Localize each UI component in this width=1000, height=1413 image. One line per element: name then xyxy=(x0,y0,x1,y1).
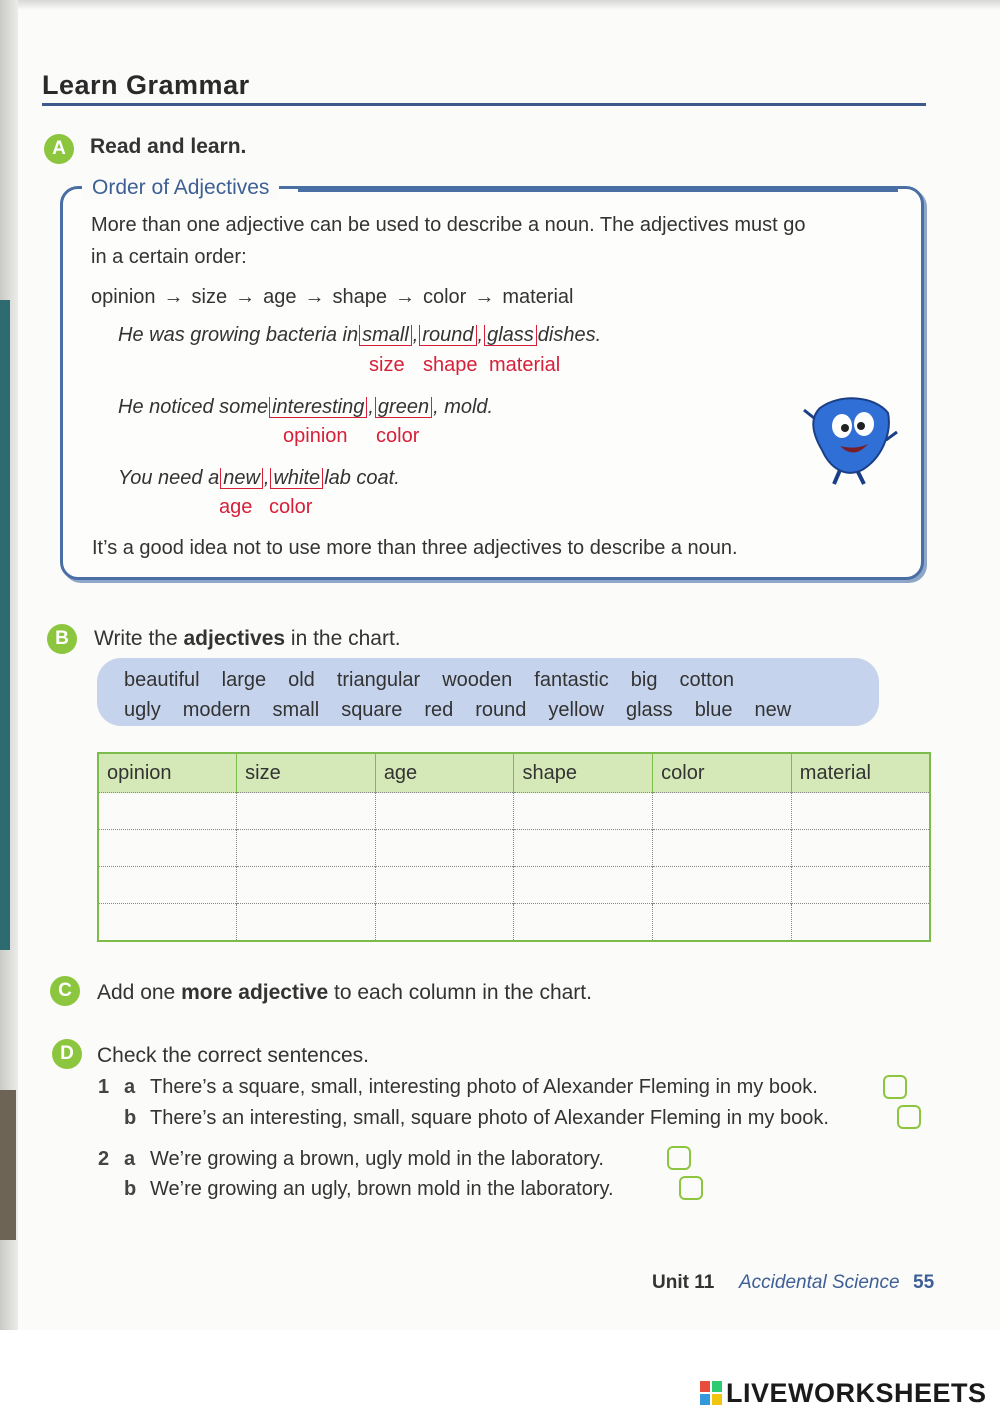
section-c-title xyxy=(97,981,592,1005)
chart-row xyxy=(98,830,930,867)
box-tip: It’s a good idea not to use more than three adjectives to describe a noun. xyxy=(92,537,738,559)
section-c-badge: C xyxy=(50,976,80,1006)
section-c-title-start: Add one xyxy=(97,981,182,1004)
chart-cell[interactable] xyxy=(237,867,376,904)
section-d-title: Check the correct sentences. xyxy=(97,1044,369,1067)
section-b-title-end: in the chart. xyxy=(285,627,401,650)
example-1-label-shape: shape xyxy=(423,354,478,376)
chart-header-color: color xyxy=(653,753,792,793)
chart-cell[interactable] xyxy=(514,793,653,830)
section-c-title-bold: more adjective xyxy=(181,981,329,1004)
word-chip: old xyxy=(288,669,315,691)
chart-cell[interactable] xyxy=(514,830,653,867)
section-b-title-bold: adjectives xyxy=(183,627,286,650)
chart-cell[interactable] xyxy=(375,867,514,904)
order-size: size xyxy=(191,286,228,308)
question-2a-checkbox[interactable] xyxy=(667,1146,691,1170)
arrow-icon: → xyxy=(474,286,495,308)
binding-strip xyxy=(0,300,10,950)
chart-row xyxy=(98,904,930,942)
question-2b-text: We’re growing an ugly, brown mold in the laboratory. xyxy=(150,1178,614,1200)
example-2-label-color: color xyxy=(376,425,420,447)
chart-header-material: material xyxy=(791,753,930,793)
example-2-word-interesting: interesting xyxy=(269,397,367,418)
chart-cell[interactable] xyxy=(653,904,792,942)
binding-photo xyxy=(0,1090,16,1240)
word-chip: ugly xyxy=(124,699,161,721)
footer-topic: Accidental Science xyxy=(739,1272,900,1293)
question-2a-text: We’re growing a brown, ugly mold in the laboratory. xyxy=(150,1148,604,1170)
box-intro-line1: More than one adjective can be used to describe a noun. The adjectives must go xyxy=(91,214,806,236)
word-chip: glass xyxy=(625,699,673,721)
chart-cell[interactable] xyxy=(98,830,237,867)
footer-page-number: 55 xyxy=(913,1272,935,1293)
chart-cell[interactable] xyxy=(791,830,930,867)
example-2-word-green: green xyxy=(375,397,432,418)
example-1-word-glass: glass xyxy=(484,325,537,346)
box-intro-line2: in a certain order: xyxy=(91,246,247,268)
example-3-word-new: new xyxy=(220,468,263,489)
section-a-badge: A xyxy=(44,134,74,164)
question-2-number: 2 xyxy=(98,1148,110,1170)
word-bank-row-1 xyxy=(124,669,756,692)
footer-unit: Unit 11 xyxy=(652,1272,715,1293)
question-2a-letter: a xyxy=(124,1148,136,1170)
chart-cell[interactable] xyxy=(791,867,930,904)
word-chip: big xyxy=(630,669,658,691)
chart-cell[interactable] xyxy=(791,793,930,830)
section-a-title: Read and learn. xyxy=(90,135,247,158)
chart-cell[interactable] xyxy=(514,904,653,942)
word-bank-row-2 xyxy=(124,699,813,722)
page-title: Learn Grammar xyxy=(42,70,250,100)
word-chip: large xyxy=(221,669,267,691)
word-chip: triangular xyxy=(336,669,421,691)
word-chip: blue xyxy=(694,699,733,721)
chart-header-row xyxy=(98,753,930,793)
example-3-before: You need a xyxy=(118,467,220,489)
word-chip: wooden xyxy=(442,669,513,691)
word-chip: beautiful xyxy=(124,669,200,691)
box-title: Order of Adjectives xyxy=(82,176,279,200)
question-2b-letter: b xyxy=(124,1178,137,1200)
adjective-order xyxy=(91,281,573,313)
chart-cell[interactable] xyxy=(653,830,792,867)
chart-cell[interactable] xyxy=(237,904,376,942)
question-1b-text: There’s an interesting, small, square photo of Alexander Fleming in my book. xyxy=(150,1107,829,1129)
order-age: age xyxy=(263,286,297,308)
chart-cell[interactable] xyxy=(653,867,792,904)
example-1-after: dishes. xyxy=(537,324,602,346)
chart-row xyxy=(98,793,930,830)
chart-header-shape: shape xyxy=(514,753,653,793)
chart-cell[interactable] xyxy=(237,830,376,867)
chart-cell[interactable] xyxy=(98,793,237,830)
chart-cell[interactable] xyxy=(375,904,514,942)
chart-cell[interactable] xyxy=(375,793,514,830)
order-opinion: opinion xyxy=(91,286,156,308)
adjective-chart xyxy=(97,752,931,942)
order-shape: shape xyxy=(332,286,387,308)
arrow-icon: → xyxy=(304,286,325,308)
chart-cell[interactable] xyxy=(375,830,514,867)
word-chip: small xyxy=(272,699,320,721)
example-3-after: lab coat. xyxy=(324,467,400,489)
liveworksheets-logo-icon xyxy=(700,1381,722,1405)
example-1-label-size: size xyxy=(369,354,405,376)
word-chip: square xyxy=(341,699,403,721)
question-1-number: 1 xyxy=(98,1076,110,1098)
word-chip: modern xyxy=(182,699,251,721)
word-chip: yellow xyxy=(548,699,604,721)
title-rule xyxy=(42,103,926,106)
example-3: You need a new , white lab coat. xyxy=(118,467,400,489)
mascot-illustration xyxy=(800,388,900,488)
page-left-edge xyxy=(0,0,18,1413)
word-chip: round xyxy=(475,699,527,721)
box-title-rule xyxy=(298,189,898,192)
question-1b-letter: b xyxy=(124,1107,137,1129)
brand-wordmark[interactable]: LIVEWORKSHEETS xyxy=(726,1378,987,1408)
example-1-word-round: round xyxy=(419,325,476,346)
example-1-word-small: small xyxy=(359,325,412,346)
word-chip: cotton xyxy=(679,669,734,691)
section-b-badge: B xyxy=(47,624,77,654)
page-top-shadow xyxy=(0,0,1000,10)
arrow-icon: → xyxy=(163,286,184,308)
section-c-title-end: to each column in the chart. xyxy=(328,981,592,1004)
chart-cell[interactable] xyxy=(514,867,653,904)
section-b-title-start: Write the xyxy=(94,627,184,650)
example-3-word-white: white xyxy=(270,468,323,489)
example-3-label-age: age xyxy=(219,496,253,518)
example-2-label-opinion: opinion xyxy=(283,425,348,447)
question-1a-checkbox[interactable] xyxy=(883,1075,907,1099)
arrow-icon: → xyxy=(235,286,256,308)
chart-cell[interactable] xyxy=(98,867,237,904)
word-chip: red xyxy=(424,699,454,721)
section-d-badge: D xyxy=(52,1039,82,1069)
chart-cell[interactable] xyxy=(791,904,930,942)
question-1a-letter: a xyxy=(124,1076,136,1098)
chart-cell[interactable] xyxy=(237,793,376,830)
chart-cell[interactable] xyxy=(653,793,792,830)
chart-header-size: size xyxy=(237,753,376,793)
example-3-label-color: color xyxy=(269,496,313,518)
question-1b-checkbox[interactable] xyxy=(897,1105,921,1129)
example-2-after: mold. xyxy=(444,396,494,418)
example-2-before: He noticed some xyxy=(118,396,269,418)
chart-header-opinion: opinion xyxy=(98,753,237,793)
example-1-before: He was growing bacteria in xyxy=(118,324,359,346)
section-b-title xyxy=(94,627,401,651)
chart-row xyxy=(98,867,930,904)
word-chip: new xyxy=(754,699,792,721)
question-2b-checkbox[interactable] xyxy=(679,1176,703,1200)
example-1: He was growing bacteria in small , round , glass dishes. xyxy=(118,324,602,346)
word-chip: fantastic xyxy=(534,669,609,691)
order-color: color xyxy=(422,286,467,308)
chart-header-age: age xyxy=(375,753,514,793)
question-1a-text: There’s a square, small, interesting photo of Alexander Fleming in my book. xyxy=(150,1076,818,1098)
chart-cell[interactable] xyxy=(98,904,237,942)
arrow-icon: → xyxy=(394,286,415,308)
order-material: material xyxy=(502,286,574,308)
example-2: He noticed some interesting , green , mold. xyxy=(118,396,494,418)
example-1-label-material: material xyxy=(489,354,561,376)
